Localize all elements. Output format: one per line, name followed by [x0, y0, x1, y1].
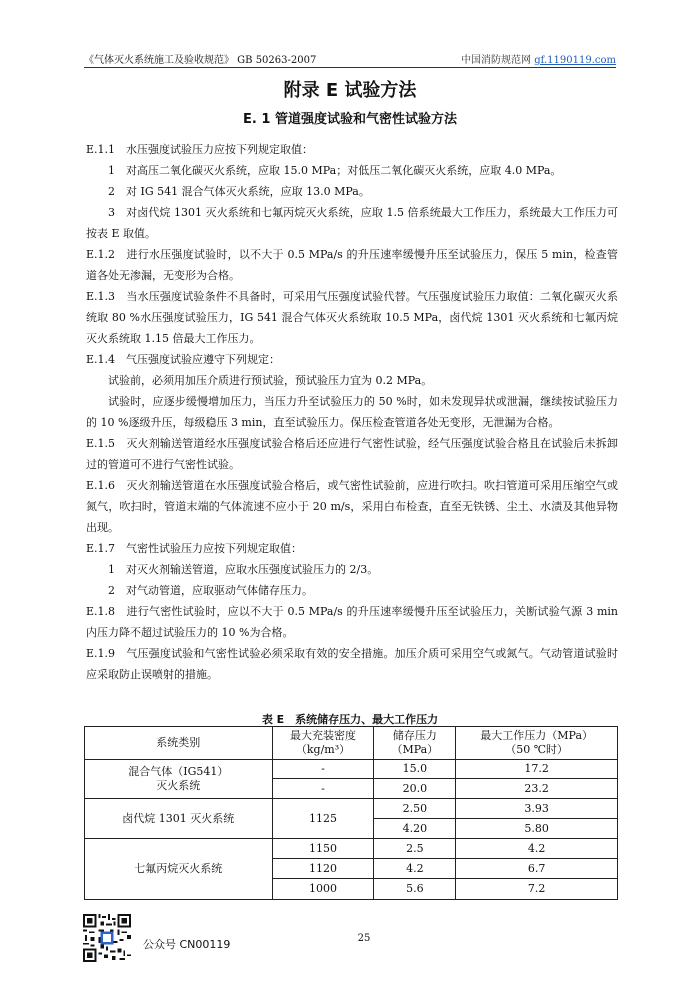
clause-item: 3 对卤代烷 1301 灭火系统和七氟丙烷灭火系统，应取 1.5 倍系统最大工作压力，系统最大工作压力可按表 E 取值。	[86, 206, 618, 240]
table-cell: 5.6	[374, 879, 456, 900]
clause-e-1-3: E.1.3 当水压强度试验条件不具备时，可采用气压强度试验代替。气压强度试验压力取值：二氧化碳灭火系统取 80 %水压强度试验压力，IG 541 混合气体灭火系统取 10.5 MPa，卤代烷 1301 灭火系统和七氟丙烷灭火系统取 1.15 倍最大工作压力。	[86, 290, 618, 345]
table-cell: 1150	[272, 839, 374, 859]
header-cell: 储存压力 （MPa）	[374, 727, 456, 760]
table-cell: -	[272, 779, 374, 799]
clause-text: 试验前，必须用加压介质进行预试验，预试验压力宜为 0.2 MPa。	[108, 374, 433, 387]
table-cell: 3.93	[456, 799, 618, 819]
table-cell: 2.50	[374, 799, 456, 819]
table-row	[85, 799, 618, 819]
table-cell: 1125	[272, 799, 374, 839]
category-cell: 卤代烷 1301 灭火系统	[85, 799, 273, 839]
header-cell: 最大工作压力（MPa） （50 ℃时）	[456, 727, 618, 760]
clause-item: 1 对高压二氧化碳灭火系统，应取 15.0 MPa；对低压二氧化碳灭火系统，应取 4.0 MPa。	[108, 164, 562, 177]
table-cell: 4.2	[456, 839, 618, 859]
table-cell: 5.80	[456, 819, 618, 839]
table-row	[85, 839, 618, 859]
clause-e-1-4: E.1.4 气压强度试验应遵守下列规定：	[86, 353, 281, 366]
site-name: 中国消防规范网	[461, 55, 532, 66]
pressure-table	[84, 726, 618, 900]
clause-e-1-9: E.1.9 气压强度试验和气密性试验必须采取有效的安全措施。加压介质可采用空气或氮气。气动管道试验时应采取防止误喷射的措施。	[86, 647, 618, 681]
body-text	[86, 139, 618, 685]
page-number: 25	[357, 933, 371, 944]
category-cell: 七氟丙烷灭火系统	[85, 839, 273, 900]
clause-item: 2 对气动管道，应取驱动气体储存压力。	[108, 584, 313, 597]
clause-text: 试验时，应逐步缓慢增加压力，当压力升至试验压力的 50 %时，如未发现异状或泄漏，继续按试验压力的 10 %逐级升压，每级稳压 3 min，直至试验压力。保压检查管道各处无变形，无泄漏为合格。	[86, 395, 618, 429]
table-cell: 1000	[272, 879, 374, 900]
appendix-title: 附录 E 试验方法	[283, 80, 417, 101]
clause-item: 2 对 IG 541 混合气体灭火系统，应取 13.0 MPa。	[108, 185, 370, 198]
document-title: 《气体灭火系统施工及验收规范》 GB 50263-2007	[84, 55, 317, 66]
table-cell: 20.0	[374, 779, 456, 799]
section-title: E. 1 管道强度试验和气密性试验方法	[243, 112, 457, 127]
clause-item: 1 对灭火剂输送管道，应取水压强度试验压力的 2/3。	[108, 563, 379, 576]
clause-e-1-8: E.1.8 进行气密性试验时，应以不大于 0.5 MPa/s 的升压速率缓慢升压至试验压力，关断试验气源 3 min 内压力降不超过试验压力的 10 %为合格。	[86, 605, 618, 639]
table-cell: -	[272, 760, 374, 779]
category-cell: 混合气体（IG541） 灭火系统	[85, 760, 273, 799]
table-cell: 1120	[272, 859, 374, 879]
site-url-link[interactable]: gf.1190119.com	[534, 55, 616, 66]
clause-e-1-1: E.1.1 水压强度试验压力应按下列规定取值：	[86, 143, 314, 156]
table-row	[85, 760, 618, 779]
table-header-row	[85, 727, 618, 760]
table-cell: 4.20	[374, 819, 456, 839]
wechat-account: 公众号 CN00119	[143, 938, 231, 951]
table-cell: 6.7	[456, 859, 618, 879]
page-header	[84, 50, 616, 68]
header-cell: 系统类别	[85, 727, 273, 760]
header-cell: 最大充装密度 （kg/m³）	[272, 727, 374, 760]
clause-e-1-2: E.1.2 进行水压强度试验时，以不大于 0.5 MPa/s 的升压速率缓慢升压至试验压力，保压 5 min，检查管道各处无渗漏，无变形为合格。	[86, 248, 618, 282]
table-cell: 17.2	[456, 760, 618, 779]
site-info	[461, 51, 616, 66]
table-cell: 15.0	[374, 760, 456, 779]
table-cell: 23.2	[456, 779, 618, 799]
table-cell: 4.2	[374, 859, 456, 879]
table-caption: 表 E 系统储存压力、最大工作压力	[261, 713, 439, 726]
clause-e-1-5: E.1.5 灭火剂输送管道经水压强度试验合格后还应进行气密性试验，经气压强度试验合格且在试验后未拆卸过的管道可不进行气密性试验。	[86, 437, 618, 471]
table-cell: 2.5	[374, 839, 456, 859]
table-cell: 7.2	[456, 879, 618, 900]
clause-e-1-6: E.1.6 灭火剂输送管道在水压强度试验合格后，或气密性试验前，应进行吹扫。吹扫管道可采用压缩空气或氮气，吹扫时，管道末端的气体流速不应小于 20 m/s，采用白布检查，直至无铁锈、尘土、水渍及其他异物出现。	[86, 479, 618, 534]
clause-e-1-7: E.1.7 气密性试验压力应按下列规定取值：	[86, 542, 303, 555]
